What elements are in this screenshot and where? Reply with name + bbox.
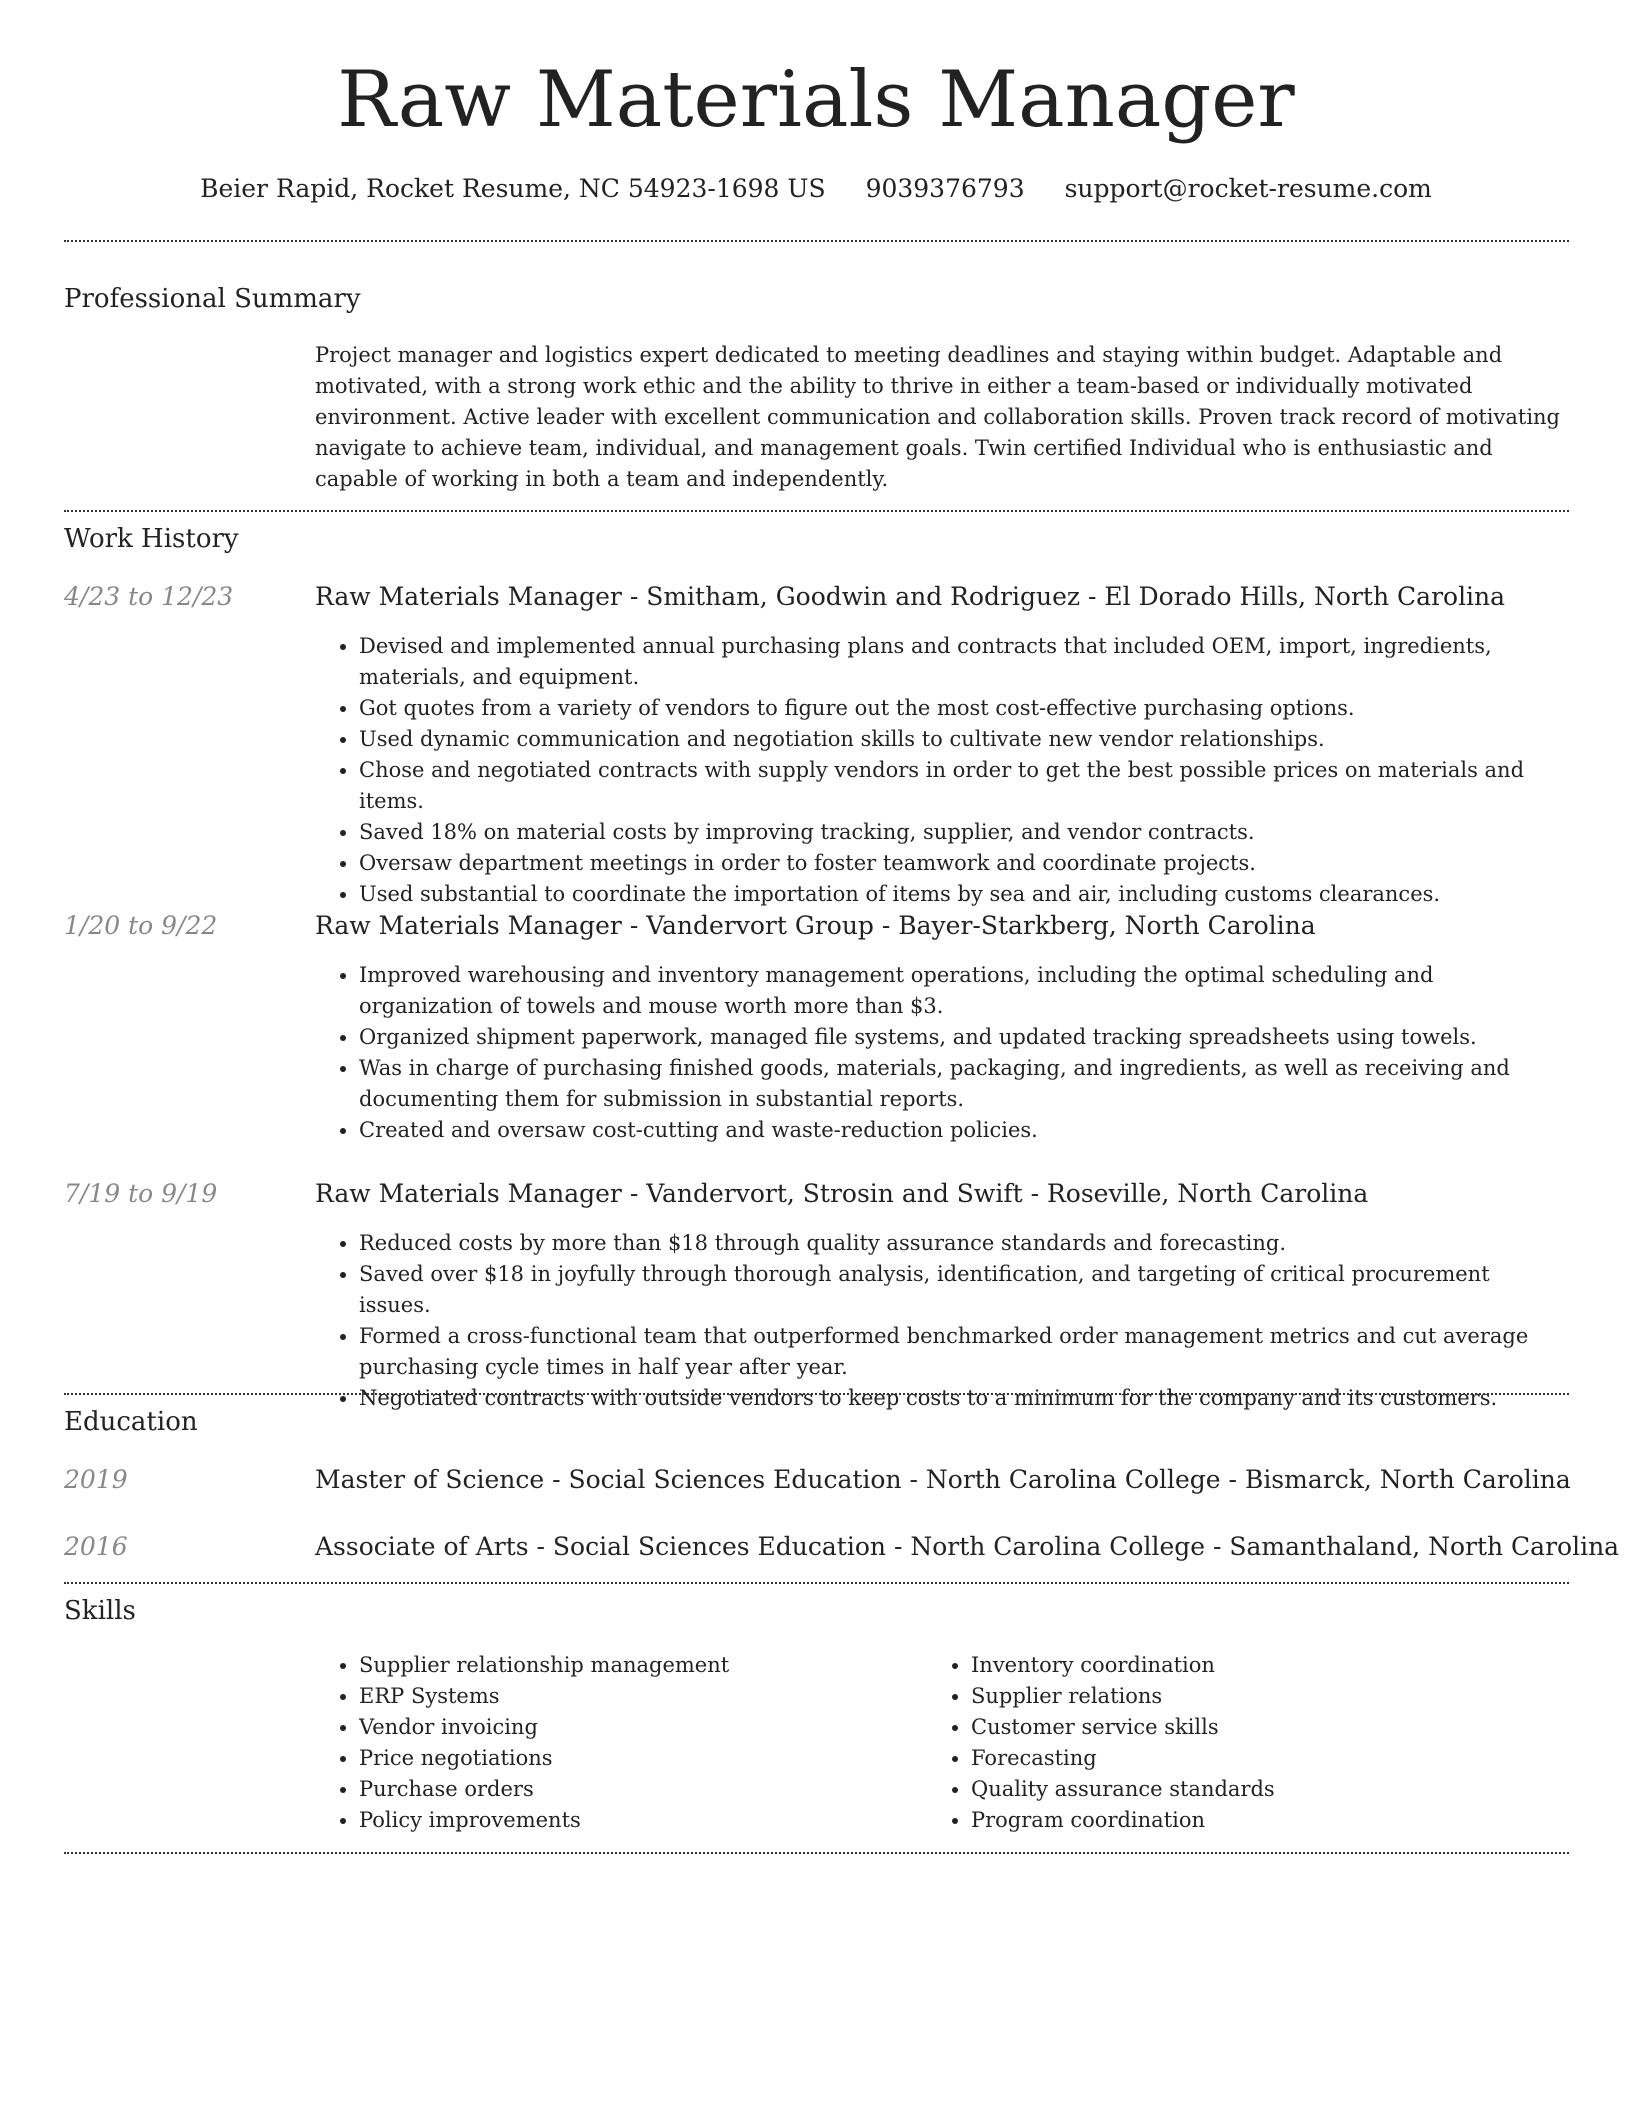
contact-email: support@rocket-resume.com: [1064, 174, 1432, 203]
list-item: • Program coordination: [971, 1805, 1527, 1836]
summary-text: Project manager and logistics expert dedicated to meeting deadlines and staying within budget. Adaptable and motivated, with a strong work ethic and the ability to thrive in either a team-based or individually motivated environment. Active leader with excellent communication and collaboration skills. Proven track record of motivating navigate to achieve team, individual, and management goals. Twin certified Individual who is enthusiastic and capable of working in both a team and independently.: [315, 343, 1560, 491]
job-dates: 1/20 to 9/22: [64, 911, 218, 940]
list-item: • Forecasting: [971, 1743, 1527, 1774]
list-item: • Improved warehousing and inventory management operations, including the optimal scheduling and organization of towels and mouse worth more than $3.: [359, 960, 1560, 1022]
job-bullets: [315, 631, 1560, 910]
job-bullets: [315, 960, 1560, 1146]
list-item: • Quality assurance standards: [971, 1774, 1527, 1805]
list-item: • Devised and implemented annual purchasing plans and contracts that included OEM, import, ingredients, materials, and equipment.: [359, 631, 1560, 693]
divider: [64, 1852, 1569, 1854]
job-title: Raw Materials Manager - Vandervort, Strosin and Swift - Roseville, North Carolina: [315, 1179, 1369, 1208]
contact-address: Beier Rapid, Rocket Resume, NC 54923-1698 US: [200, 174, 826, 203]
list-item: • Customer service skills: [971, 1712, 1527, 1743]
list-item: • Purchase orders: [359, 1774, 915, 1805]
section-title-summary: Professional Summary: [64, 284, 361, 314]
divider: [64, 1393, 1569, 1395]
education-year: 2016: [64, 1532, 128, 1561]
list-item: • Negotiated contracts with outside vendors to keep costs to a minimum for the company and its customers.: [359, 1383, 1560, 1414]
list-item: • Policy improvements: [359, 1805, 915, 1836]
job-bullets: [315, 1228, 1560, 1414]
list-item: • Reduced costs by more than $18 through quality assurance standards and forecasting.: [359, 1228, 1560, 1259]
section-title-skills: Skills: [64, 1596, 136, 1626]
education-degree: Master of Science - Social Sciences Education - North Carolina College - Bismarck, North Carolina: [315, 1465, 1571, 1494]
list-item: • Used dynamic communication and negotiation skills to cultivate new vendor relationships.: [359, 724, 1560, 755]
list-item: • Saved 18% on material costs by improving tracking, supplier, and vendor contracts.: [359, 817, 1560, 848]
skills-list-left: [315, 1650, 915, 1836]
list-item: • Vendor invoicing: [359, 1712, 915, 1743]
education-year: 2019: [64, 1465, 128, 1494]
list-item: • Chose and negotiated contracts with supply vendors in order to get the best possible prices on materials and items.: [359, 755, 1560, 817]
list-item: • Organized shipment paperwork, managed file systems, and updated tracking spreadsheets using towels.: [359, 1022, 1560, 1053]
skills-list-right: [927, 1650, 1527, 1836]
contact-phone: 9039376793: [865, 174, 1025, 203]
job-dates: 4/23 to 12/23: [64, 582, 234, 611]
job-title: Raw Materials Manager - Smitham, Goodwin and Rodriguez - El Dorado Hills, North Carolina: [315, 582, 1506, 611]
list-item: • Saved over $18 in joyfully through thorough analysis, identification, and targeting of critical procurement issues.: [359, 1259, 1560, 1321]
contact-line: [0, 172, 1632, 206]
list-item: • Was in charge of purchasing finished goods, materials, packaging, and ingredients, as well as receiving and documenting them for submission in substantial reports.: [359, 1053, 1560, 1115]
education-degree: Associate of Arts - Social Sciences Education - North Carolina College - Samanthaland, North Carolina: [315, 1532, 1620, 1561]
divider: [64, 240, 1569, 242]
divider: [64, 1582, 1569, 1584]
candidate-name: Raw Materials Manager: [337, 55, 1295, 145]
list-item: • Inventory coordination: [971, 1650, 1527, 1681]
section-title-education: Education: [64, 1407, 198, 1437]
job-dates: 7/19 to 9/19: [64, 1179, 218, 1208]
list-item: • Oversaw department meetings in order to foster teamwork and coordinate projects.: [359, 848, 1560, 879]
list-item: • Created and oversaw cost-cutting and waste-reduction policies.: [359, 1115, 1560, 1146]
list-item: • Formed a cross-functional team that outperformed benchmarked order management metrics and cut average purchasing cycle times in half year after year.: [359, 1321, 1560, 1383]
list-item: • Used substantial to coordinate the importation of items by sea and air, including customs clearances.: [359, 879, 1560, 910]
divider: [64, 510, 1569, 512]
list-item: • Supplier relationship management: [359, 1650, 915, 1681]
list-item: • Got quotes from a variety of vendors to figure out the most cost-effective purchasing options.: [359, 693, 1560, 724]
list-item: • Supplier relations: [971, 1681, 1527, 1712]
section-title-work-history: Work History: [64, 524, 239, 554]
list-item: • Price negotiations: [359, 1743, 915, 1774]
list-item: • ERP Systems: [359, 1681, 915, 1712]
job-title: Raw Materials Manager - Vandervort Group - Bayer-Starkberg, North Carolina: [315, 911, 1316, 940]
